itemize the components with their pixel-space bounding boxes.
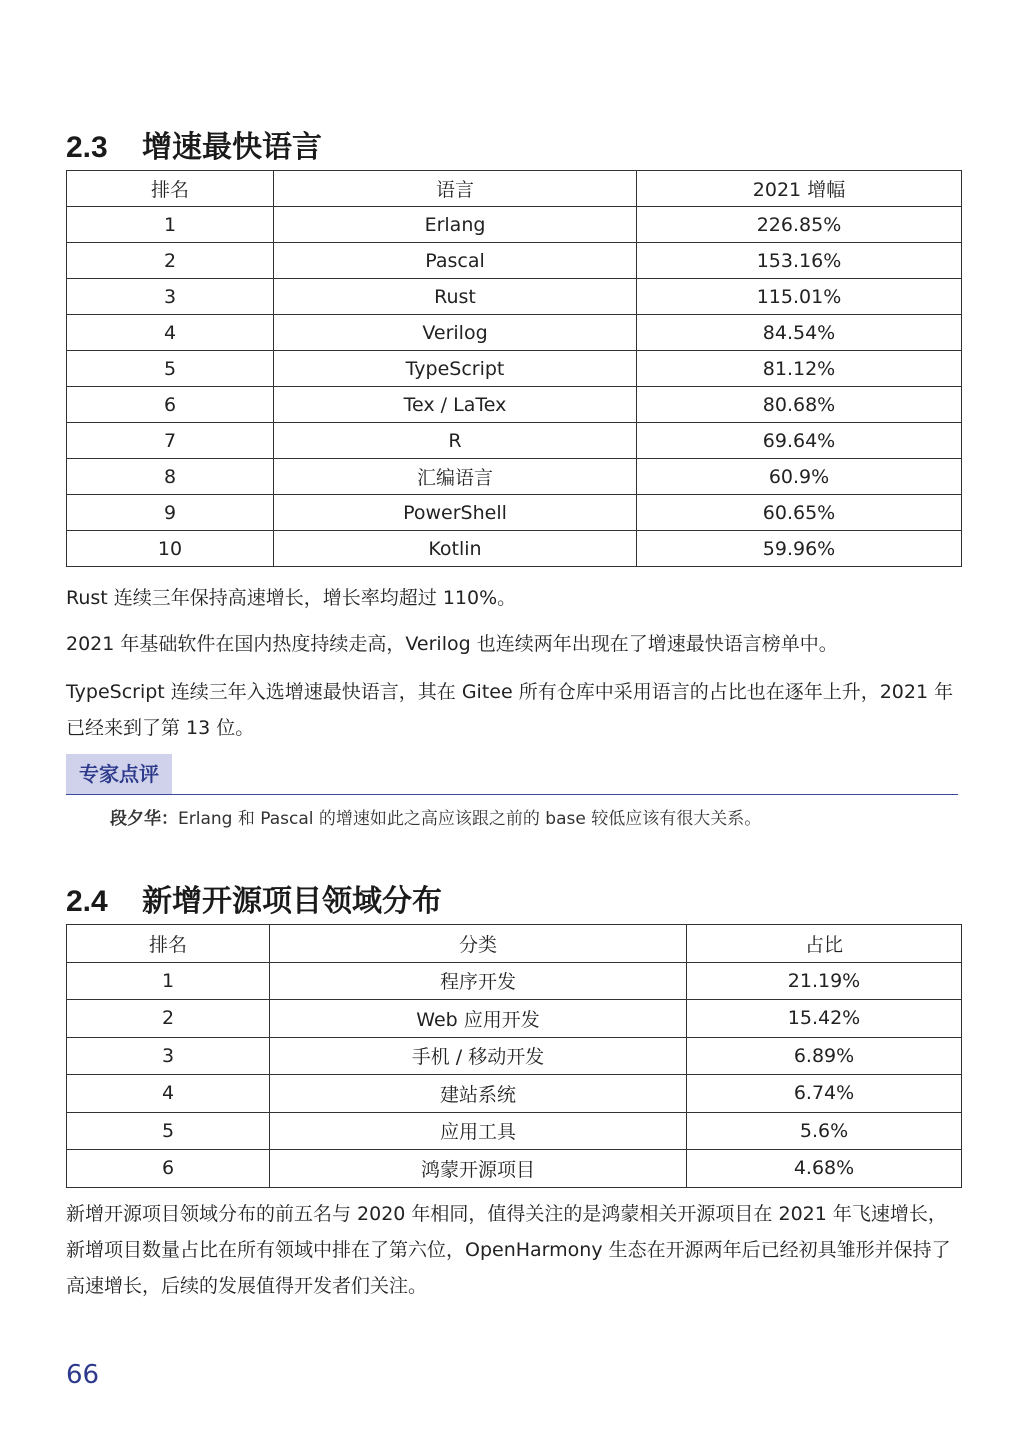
table-row — [67, 1075, 962, 1113]
share-cell: 21.19% — [687, 962, 962, 1000]
growth-cell: 69.64% — [637, 423, 962, 459]
rank-cell: 3 — [67, 1037, 270, 1075]
table-row — [67, 315, 962, 351]
rank-cell: 4 — [67, 1075, 270, 1113]
table-header-row — [67, 171, 962, 207]
section-title-text: 新增开源项目领域分布 — [142, 884, 442, 919]
growth-cell: 84.54% — [637, 315, 962, 351]
rank-cell: 3 — [67, 279, 274, 315]
growth-cell: 60.65% — [637, 495, 962, 531]
rank-cell: 1 — [67, 962, 270, 1000]
growth-cell: 80.68% — [637, 387, 962, 423]
category-cell: 程序开发 — [270, 962, 687, 1000]
paragraph-rust: Rust 连续三年保持高速增长，增长率均超过 110%。 — [66, 587, 517, 609]
category-cell: 鸿蒙开源项目 — [270, 1150, 687, 1188]
language-cell: Rust — [274, 279, 637, 315]
rank-cell: 2 — [67, 1000, 270, 1038]
new-project-domain-table — [66, 924, 962, 1188]
expert-review-banner — [66, 754, 958, 795]
section-title-text: 增速最快语言 — [142, 130, 322, 165]
category-cell: 手机 / 移动开发 — [270, 1037, 687, 1075]
expert-author: 段夕华： — [110, 809, 178, 829]
table-row — [67, 1112, 962, 1150]
table-row — [67, 279, 962, 315]
rank-cell: 9 — [67, 495, 274, 531]
rank-cell: 10 — [67, 531, 274, 567]
header-share: 占比 — [687, 925, 962, 963]
growth-cell: 59.96% — [637, 531, 962, 567]
share-cell: 6.89% — [687, 1037, 962, 1075]
growth-cell: 115.01% — [637, 279, 962, 315]
rank-cell: 1 — [67, 207, 274, 243]
table-row — [67, 351, 962, 387]
rank-cell: 2 — [67, 243, 274, 279]
table-row — [67, 459, 962, 495]
fastest-growing-languages-table — [66, 170, 962, 567]
page-number: 66 — [66, 1360, 100, 1390]
rank-cell: 6 — [67, 1150, 270, 1188]
table-row — [67, 243, 962, 279]
share-cell: 6.74% — [687, 1075, 962, 1113]
expert-review-label: 专家点评 — [66, 754, 172, 794]
section-heading-2-4 — [66, 876, 442, 920]
header-rank: 排名 — [67, 171, 274, 207]
growth-cell: 81.12% — [637, 351, 962, 387]
share-cell: 15.42% — [687, 1000, 962, 1038]
table-row — [67, 962, 962, 1000]
language-cell: R — [274, 423, 637, 459]
section-number: 2.4 — [66, 885, 108, 918]
category-cell: Web 应用开发 — [270, 1000, 687, 1038]
header-rank: 排名 — [67, 925, 270, 963]
growth-cell: 226.85% — [637, 207, 962, 243]
table-row — [67, 207, 962, 243]
rank-cell: 4 — [67, 315, 274, 351]
language-cell: 汇编语言 — [274, 459, 637, 495]
expert-comment — [110, 806, 960, 832]
table-row — [67, 1000, 962, 1038]
language-cell: Tex / LaTex — [274, 387, 637, 423]
language-cell: TypeScript — [274, 351, 637, 387]
paragraph-verilog: 2021 年基础软件在国内热度持续走高，Verilog 也连续两年出现在了增速最快语言榜单中。 — [66, 633, 838, 655]
table-row — [67, 495, 962, 531]
language-cell: Kotlin — [274, 531, 637, 567]
category-cell: 应用工具 — [270, 1112, 687, 1150]
header-category: 分类 — [270, 925, 687, 963]
rank-cell: 5 — [67, 351, 274, 387]
rank-cell: 7 — [67, 423, 274, 459]
language-cell: Erlang — [274, 207, 637, 243]
rank-cell: 5 — [67, 1112, 270, 1150]
growth-cell: 60.9% — [637, 459, 962, 495]
rank-cell: 8 — [67, 459, 274, 495]
rank-cell: 6 — [67, 387, 274, 423]
table-header-row — [67, 925, 962, 963]
table-row — [67, 1037, 962, 1075]
category-cell: 建站系统 — [270, 1075, 687, 1113]
table-row — [67, 1150, 962, 1188]
paragraph-typescript: TypeScript 连续三年入选增速最快语言，其在 Gitee 所有仓库中采用语言的占比也在逐年上升，2021 年已经来到了第 13 位。 — [66, 681, 954, 739]
expert-comment-text: Erlang 和 Pascal 的增速如此之高应该跟之前的 base 较低应该有很大关系。 — [178, 809, 762, 829]
section-heading-2-3 — [66, 122, 322, 166]
share-cell: 5.6% — [687, 1112, 962, 1150]
table-row — [67, 423, 962, 459]
share-cell: 4.68% — [687, 1150, 962, 1188]
table-row — [67, 387, 962, 423]
language-cell: Verilog — [274, 315, 637, 351]
table-row — [67, 531, 962, 567]
language-cell: Pascal — [274, 243, 637, 279]
header-growth: 2021 增幅 — [637, 171, 962, 207]
section-number: 2.3 — [66, 131, 108, 164]
language-cell: PowerShell — [274, 495, 637, 531]
growth-cell: 153.16% — [637, 243, 962, 279]
header-language: 语言 — [274, 171, 637, 207]
paragraph-domain-summary: 新增开源项目领域分布的前五名与 2020 年相同，值得关注的是鸿蒙相关开源项目在 2021 年飞速增长，新增项目数量占比在所有领域中排在了第六位，OpenHarmony 生态在开源两年后已经初具雏形并保持了高速增长，后续的发展值得开发者们关注。 — [66, 1203, 951, 1297]
